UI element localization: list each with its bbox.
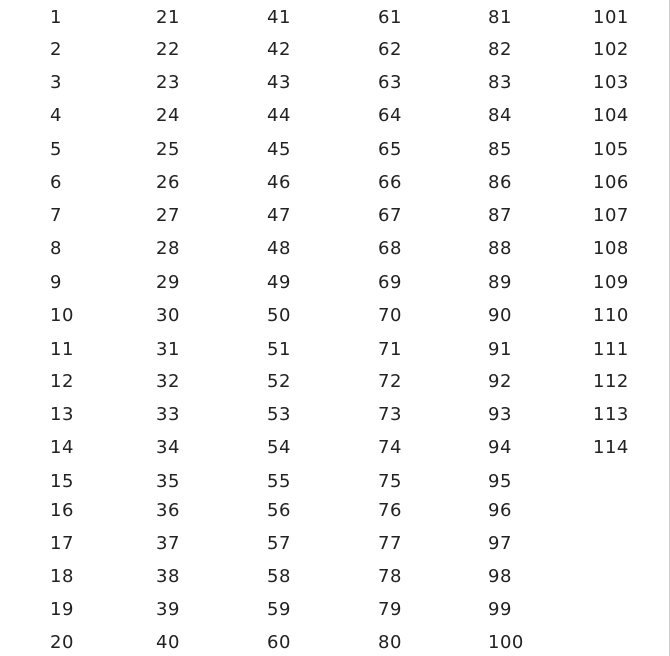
list-item: 35 [156,471,180,492]
list-item: 13 [50,404,74,425]
list-item: 28 [156,238,180,259]
list-item: 71 [378,339,402,360]
list-item: 90 [488,305,512,326]
list-item: 5 [50,139,62,160]
list-item: 36 [156,500,180,521]
list-item: 32 [156,371,180,392]
list-item: 20 [50,632,74,653]
list-item: 100 [488,632,524,653]
list-item: 74 [378,437,402,458]
list-item: 89 [488,272,512,293]
list-item: 61 [378,7,402,28]
list-item: 84 [488,105,512,126]
list-item: 105 [593,139,629,160]
list-item: 19 [50,599,74,620]
list-item: 23 [156,72,180,93]
list-item: 21 [156,7,180,28]
list-item: 92 [488,371,512,392]
list-item: 53 [267,404,291,425]
list-item: 1 [50,7,62,28]
list-item: 26 [156,172,180,193]
list-item: 42 [267,39,291,60]
list-item: 111 [593,339,629,360]
list-item: 46 [267,172,291,193]
list-item: 9 [50,272,62,293]
list-item: 70 [378,305,402,326]
list-item: 64 [378,105,402,126]
list-item: 75 [378,471,402,492]
list-item: 22 [156,39,180,60]
list-item: 65 [378,139,402,160]
list-item: 39 [156,599,180,620]
list-item: 16 [50,500,74,521]
list-item: 104 [593,105,629,126]
list-item: 110 [593,305,629,326]
list-item: 79 [378,599,402,620]
list-item: 88 [488,238,512,259]
list-item: 83 [488,72,512,93]
list-item: 57 [267,533,291,554]
list-item: 12 [50,371,74,392]
list-item: 49 [267,272,291,293]
list-item: 91 [488,339,512,360]
list-item: 44 [267,105,291,126]
list-item: 34 [156,437,180,458]
list-item: 109 [593,272,629,293]
list-item: 30 [156,305,180,326]
list-item: 18 [50,566,74,587]
list-item: 87 [488,205,512,226]
list-item: 45 [267,139,291,160]
list-item: 31 [156,339,180,360]
list-item: 2 [50,39,62,60]
list-item: 66 [378,172,402,193]
list-item: 43 [267,72,291,93]
list-item: 14 [50,437,74,458]
list-item: 15 [50,471,74,492]
list-item: 103 [593,72,629,93]
list-item: 54 [267,437,291,458]
list-item: 47 [267,205,291,226]
list-item: 58 [267,566,291,587]
list-item: 11 [50,339,74,360]
list-item: 10 [50,305,74,326]
list-item: 37 [156,533,180,554]
list-item: 78 [378,566,402,587]
list-item: 38 [156,566,180,587]
list-item: 76 [378,500,402,521]
list-item: 86 [488,172,512,193]
list-item: 51 [267,339,291,360]
list-item: 73 [378,404,402,425]
list-item: 27 [156,205,180,226]
list-item: 62 [378,39,402,60]
list-item: 67 [378,205,402,226]
list-item: 112 [593,371,629,392]
list-item: 81 [488,7,512,28]
list-item: 80 [378,632,402,653]
list-item: 8 [50,238,62,259]
list-item: 85 [488,139,512,160]
list-item: 97 [488,533,512,554]
list-item: 6 [50,172,62,193]
list-item: 72 [378,371,402,392]
list-item: 96 [488,500,512,521]
list-item: 3 [50,72,62,93]
list-item: 94 [488,437,512,458]
list-item: 77 [378,533,402,554]
list-item: 114 [593,437,629,458]
list-item: 17 [50,533,74,554]
list-item: 56 [267,500,291,521]
list-item: 29 [156,272,180,293]
list-item: 41 [267,7,291,28]
list-item: 108 [593,238,629,259]
list-item: 55 [267,471,291,492]
list-item: 52 [267,371,291,392]
list-item: 60 [267,632,291,653]
list-item: 68 [378,238,402,259]
list-item: 24 [156,105,180,126]
list-item: 82 [488,39,512,60]
list-item: 63 [378,72,402,93]
list-item: 95 [488,471,512,492]
list-item: 98 [488,566,512,587]
list-item: 4 [50,105,62,126]
list-item: 59 [267,599,291,620]
list-item: 69 [378,272,402,293]
list-item: 106 [593,172,629,193]
list-item: 107 [593,205,629,226]
list-item: 102 [593,39,629,60]
list-item: 99 [488,599,512,620]
list-item: 50 [267,305,291,326]
list-item: 113 [593,404,629,425]
list-item: 40 [156,632,180,653]
list-item: 33 [156,404,180,425]
list-item: 25 [156,139,180,160]
list-item: 101 [593,7,629,28]
list-item: 7 [50,205,62,226]
list-item: 48 [267,238,291,259]
list-item: 93 [488,404,512,425]
